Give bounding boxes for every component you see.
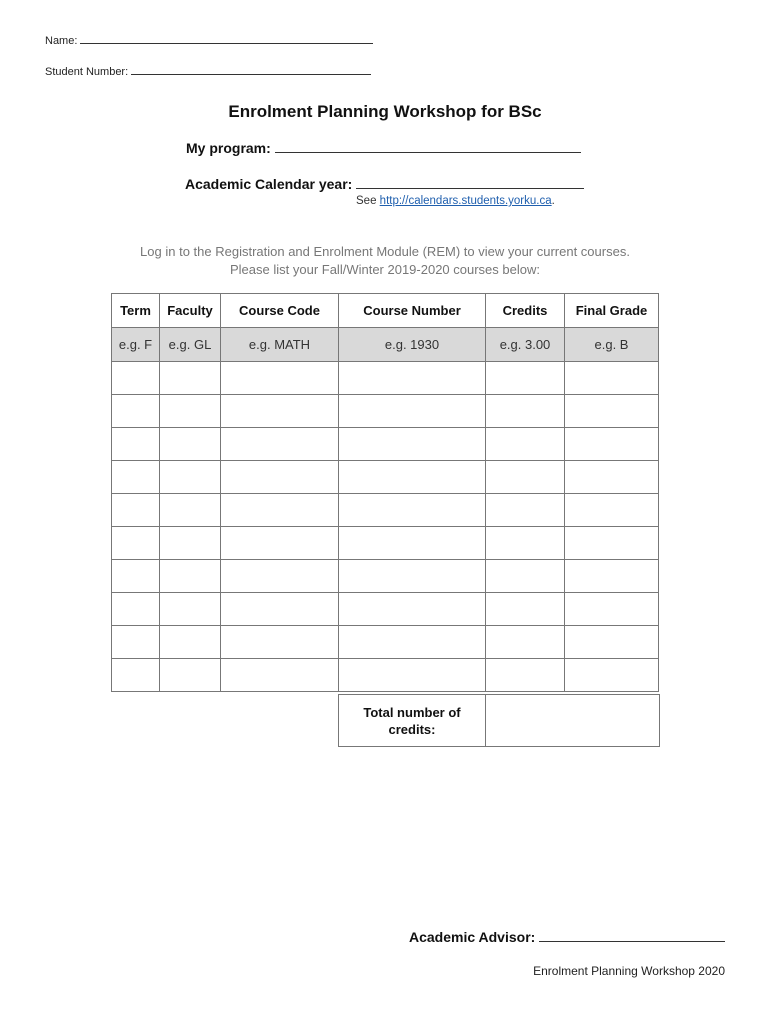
- table-row: [112, 593, 659, 626]
- table-cell[interactable]: [339, 593, 486, 626]
- table-cell[interactable]: [112, 560, 160, 593]
- header-faculty: Faculty: [160, 294, 221, 328]
- program-label: My program:: [186, 140, 271, 156]
- table-cell[interactable]: [221, 659, 339, 692]
- table-cell[interactable]: [565, 494, 659, 527]
- name-label: Name:: [45, 35, 78, 47]
- table-cell[interactable]: [565, 527, 659, 560]
- table-cell[interactable]: [112, 527, 160, 560]
- table-cell[interactable]: [565, 626, 659, 659]
- table-row: [112, 395, 659, 428]
- table-cell[interactable]: [339, 461, 486, 494]
- header-credits: Credits: [486, 294, 565, 328]
- table-cell[interactable]: [339, 626, 486, 659]
- table-cell[interactable]: [221, 560, 339, 593]
- table-cell[interactable]: [486, 593, 565, 626]
- advisor-row: [409, 929, 725, 945]
- table-cell[interactable]: [486, 527, 565, 560]
- calendar-row: [185, 176, 584, 192]
- table-cell[interactable]: [112, 428, 160, 461]
- table-cell[interactable]: [160, 428, 221, 461]
- table-cell[interactable]: [339, 494, 486, 527]
- table-cell[interactable]: [112, 461, 160, 494]
- example-final-grade: e.g. B: [565, 328, 659, 362]
- table-row: [112, 362, 659, 395]
- header-course-code: Course Code: [221, 294, 339, 328]
- table-cell[interactable]: [221, 626, 339, 659]
- name-field-row: [45, 35, 373, 47]
- table-header-row: [112, 294, 659, 328]
- instructions-line-1: Log in to the Registration and Enrolment Module (REM) to view your current courses.: [140, 244, 630, 259]
- table-cell[interactable]: [339, 560, 486, 593]
- table-cell[interactable]: [565, 395, 659, 428]
- table-cell[interactable]: [221, 593, 339, 626]
- total-credits-table: [338, 694, 660, 747]
- table-cell[interactable]: [221, 428, 339, 461]
- table-cell[interactable]: [160, 527, 221, 560]
- see-calendar-note: [356, 195, 555, 207]
- table-cell[interactable]: [112, 659, 160, 692]
- total-credits-cell[interactable]: [486, 695, 660, 747]
- header-course-number: Course Number: [339, 294, 486, 328]
- table-cell[interactable]: [160, 395, 221, 428]
- instructions: [0, 243, 770, 279]
- table-cell[interactable]: [339, 395, 486, 428]
- calendar-label: Academic Calendar year:: [185, 176, 353, 192]
- see-suffix: .: [551, 195, 555, 207]
- table-cell[interactable]: [160, 461, 221, 494]
- table-cell[interactable]: [565, 362, 659, 395]
- example-course-number: e.g. 1930: [339, 328, 486, 362]
- calendar-input-line[interactable]: [356, 188, 584, 189]
- instructions-line-2: Please list your Fall/Winter 2019-2020 courses below:: [230, 262, 540, 277]
- page-footer: Enrolment Planning Workshop 2020: [533, 964, 725, 978]
- table-cell[interactable]: [112, 593, 160, 626]
- table-cell[interactable]: [160, 626, 221, 659]
- see-prefix: See: [356, 195, 377, 207]
- name-input-line[interactable]: [80, 43, 373, 44]
- calendar-link[interactable]: http://calendars.students.yorku.ca: [379, 195, 552, 207]
- table-row: [112, 560, 659, 593]
- table-cell[interactable]: [565, 659, 659, 692]
- table-row: [112, 494, 659, 527]
- table-cell[interactable]: [339, 659, 486, 692]
- header-final-grade: Final Grade: [565, 294, 659, 328]
- total-credits-label: Total number of credits:: [339, 695, 486, 747]
- table-cell[interactable]: [486, 428, 565, 461]
- table-cell[interactable]: [565, 593, 659, 626]
- table-cell[interactable]: [221, 395, 339, 428]
- example-course-code: e.g. MATH: [221, 328, 339, 362]
- advisor-input-line[interactable]: [539, 941, 725, 942]
- table-row: [112, 626, 659, 659]
- table-cell[interactable]: [565, 461, 659, 494]
- header-term: Term: [112, 294, 160, 328]
- student-number-input-line[interactable]: [131, 74, 371, 75]
- advisor-label: Academic Advisor:: [409, 929, 536, 945]
- table-cell[interactable]: [160, 560, 221, 593]
- table-cell[interactable]: [221, 527, 339, 560]
- table-cell[interactable]: [160, 494, 221, 527]
- student-number-label: Student Number:: [45, 66, 129, 78]
- table-cell[interactable]: [486, 626, 565, 659]
- course-table: [111, 293, 659, 692]
- program-row: [186, 140, 581, 156]
- table-cell[interactable]: [565, 560, 659, 593]
- table-cell[interactable]: [112, 395, 160, 428]
- table-cell[interactable]: [486, 461, 565, 494]
- table-row: [112, 461, 659, 494]
- table-cell[interactable]: [112, 494, 160, 527]
- student-number-row: [45, 66, 371, 78]
- table-row: [112, 659, 659, 692]
- table-row: [112, 527, 659, 560]
- table-cell[interactable]: [486, 362, 565, 395]
- example-term: e.g. F: [112, 328, 160, 362]
- example-credits: e.g. 3.00: [486, 328, 565, 362]
- table-cell[interactable]: [486, 560, 565, 593]
- table-row: [112, 428, 659, 461]
- example-row: [112, 328, 659, 362]
- program-input-line[interactable]: [275, 152, 581, 153]
- table-cell[interactable]: [486, 494, 565, 527]
- table-cell[interactable]: [486, 659, 565, 692]
- table-cell[interactable]: [339, 428, 486, 461]
- table-cell[interactable]: [221, 494, 339, 527]
- table-cell[interactable]: [160, 593, 221, 626]
- table-cell[interactable]: [221, 461, 339, 494]
- table-cell[interactable]: [112, 626, 160, 659]
- table-cell[interactable]: [160, 659, 221, 692]
- page-title: Enrolment Planning Workshop for BSc: [228, 102, 542, 121]
- table-cell[interactable]: [339, 527, 486, 560]
- example-faculty: e.g. GL: [160, 328, 221, 362]
- table-cell[interactable]: [565, 428, 659, 461]
- table-cell[interactable]: [339, 362, 486, 395]
- table-cell[interactable]: [221, 362, 339, 395]
- table-cell[interactable]: [160, 362, 221, 395]
- table-cell[interactable]: [486, 395, 565, 428]
- table-cell[interactable]: [112, 362, 160, 395]
